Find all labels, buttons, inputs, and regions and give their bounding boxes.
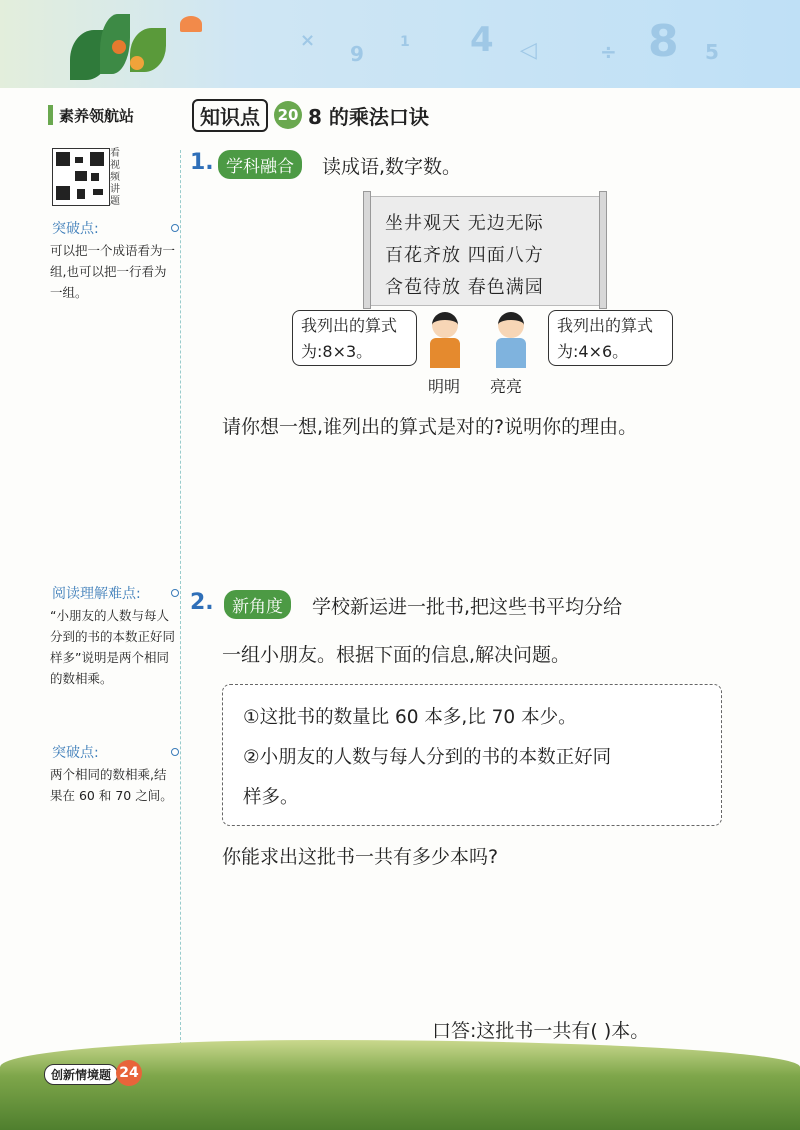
- sidebar-divider: [180, 150, 181, 1050]
- section-label-text: 素养领航站: [59, 106, 135, 125]
- topic-title: [192, 100, 429, 130]
- qr-module: [91, 173, 99, 181]
- scroll-rod: [599, 191, 607, 309]
- banner-digit-decoration: 5: [705, 40, 719, 64]
- question-number: 2.: [190, 590, 214, 615]
- note-body: 可以把一个成语看为一组,也可以把一行看为一组。: [50, 243, 176, 300]
- qr-finder: [90, 152, 104, 166]
- qr-code-icon[interactable]: [52, 148, 110, 206]
- idiom-row: 百花齐放 四面八方: [385, 245, 544, 266]
- info-line: ①这批书的数量比 60 本多,比 70 本少。: [243, 707, 577, 728]
- speech-bubble-mingming: 我列出的算式为:8×3。: [292, 310, 417, 366]
- boy-head: [432, 312, 458, 338]
- question-prompt: 读成语,数字数。: [322, 156, 462, 178]
- banner-digit-decoration: 4: [470, 20, 494, 60]
- section-label: [48, 103, 176, 127]
- idiom-row: 坐井观天 无边无际: [385, 213, 544, 234]
- flower-decoration: [130, 56, 144, 70]
- banner-digit-decoration: ◁: [520, 38, 537, 63]
- video-label: 看视频讲题: [110, 148, 120, 207]
- note-title: 阅读理解难点:: [52, 586, 141, 602]
- boy-body: [496, 338, 526, 368]
- note-body: 两个相同的数相乘,结果在 60 和 70 之间。: [50, 767, 173, 803]
- qr-module: [75, 171, 87, 181]
- note-title: 突破点:: [52, 221, 99, 237]
- note-marker: [171, 589, 179, 597]
- qr-finder: [56, 152, 70, 166]
- question-tag: 学科融合: [218, 150, 302, 179]
- page-number: 24: [116, 1060, 142, 1086]
- section-bar: [48, 105, 53, 125]
- info-line: 样多。: [243, 787, 299, 808]
- note-body: “小朋友的人数与每人分到的书的本数正好同样多”说明是两个相同的数相乘。: [50, 608, 176, 686]
- banner-digit-decoration: ×: [300, 30, 316, 51]
- qr-module: [93, 189, 103, 195]
- top-banner: [0, 0, 800, 88]
- question-text: 请你想一想,谁列出的算式是对的?说明你的理由。: [222, 416, 638, 438]
- boy-body: [430, 338, 460, 368]
- note-title: 突破点:: [52, 745, 99, 761]
- topic-prefix: 知识点: [200, 104, 260, 129]
- speech-bubble-liangliang: 我列出的算式为:4×6。: [548, 310, 673, 366]
- question-prompt: 学校新运进一批书,把这些书平均分给: [312, 596, 623, 618]
- qr-module: [75, 157, 83, 163]
- note-marker: [171, 224, 179, 232]
- topic-title-text: 8 的乘法口诀: [308, 104, 429, 129]
- flower-decoration: [180, 16, 202, 32]
- question-number: 1.: [190, 150, 214, 175]
- info-line: ②小朋友的人数与每人分到的书的本数正好同: [243, 747, 612, 768]
- flower-decoration: [112, 40, 126, 54]
- banner-digit-decoration: 9: [350, 42, 364, 66]
- boy-head: [498, 312, 524, 338]
- note-marker: [171, 748, 179, 756]
- footer-tag: 创新情境题: [44, 1064, 118, 1085]
- banner-digit-decoration: 1: [400, 34, 410, 50]
- qr-finder: [56, 186, 70, 200]
- boy-figure-icon: [426, 312, 464, 370]
- idiom-scroll: [370, 196, 600, 306]
- question-text: 你能求出这批书一共有多少本吗?: [222, 846, 499, 868]
- bottom-grass-decoration: [0, 1040, 800, 1130]
- banner-digit-decoration: 8: [648, 16, 679, 67]
- question-prompt: 一组小朋友。根据下面的信息,解决问题。: [222, 644, 571, 666]
- name-liangliang: 亮亮: [490, 377, 523, 396]
- topic-prefix-box: [192, 99, 268, 132]
- topic-number-badge: 20: [274, 101, 302, 129]
- boy-figure-icon: [492, 312, 530, 370]
- answer-line: 口答:这批书一共有( )本。: [432, 1020, 650, 1042]
- qr-module: [77, 189, 85, 199]
- banner-digit-decoration: ÷: [600, 40, 617, 64]
- question-tag: 新角度: [224, 590, 291, 619]
- idiom-row: 含苞待放 春色满园: [385, 277, 544, 298]
- scroll-rod: [363, 191, 371, 309]
- info-box: [222, 684, 722, 826]
- name-mingming: 明明: [428, 377, 461, 396]
